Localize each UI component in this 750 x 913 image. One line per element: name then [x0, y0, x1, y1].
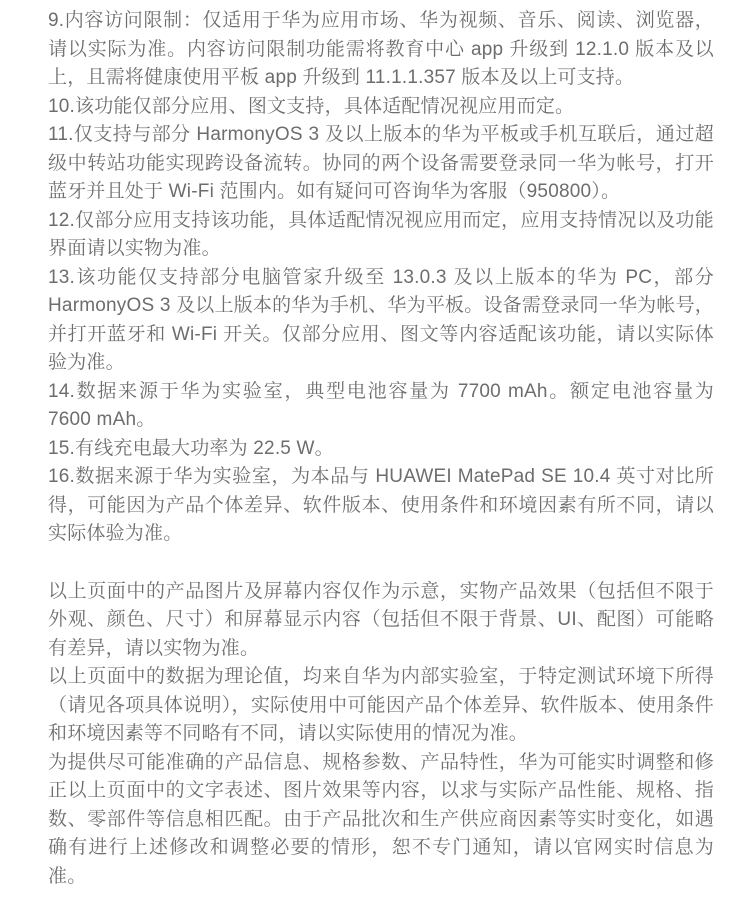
footnote-10: 10.该功能仅部分应用、图文支持，具体适配情况视应用而定。 [48, 95, 575, 117]
disclaimer-adjustments: 为提供尽可能准确的产品信息、规格参数、产品特性，华为可能实时调整和修正以上页面中的文字表述、图片效果等内容，以求与实际产品性能、规格、指数、零部件等信息相匹配。由于产品批次和生产供应商因素等实时变化，如遇确有进行上述修改和调整必要的情形，恕不专门通知，请以官网实时信息为准。 [48, 751, 714, 887]
footnote-14: 14.数据来源于华为实验室，典型电池容量为 7700 mAh。额定电池容量为 7600 mAh。 [48, 380, 714, 430]
footnote-12: 12.仅部分应用支持该功能，具体适配情况视应用而定，应用支持情况以及功能界面请以实物为准。 [48, 209, 714, 259]
footnote-11: 11.仅支持与部分 HarmonyOS 3 及以上版本的华为平板或手机互联后，通过超级中转站功能实现跨设备流转。协同的两个设备需要登录同一华为帐号，打开蓝牙并且处于 Wi-Fi 范围内。如有疑问可咨询华为客服（950800）。 [48, 124, 714, 202]
disclaimer-imagery: 以上页面中的产品图片及屏幕内容仅作为示意，实物产品效果（包括但不限于外观、颜色、尺寸）和屏幕显示内容（包括但不限于背景、UI、配图）可能略有差异，请以实物为准。 [48, 580, 714, 659]
footnote-15: 15.有线充电最大功率为 22.5 W。 [48, 437, 334, 459]
disclaimer-lab-data: 以上页面中的数据为理论值，均来自华为内部实验室，于特定测试环境下所得（请见各项具体说明），实际使用中可能因产品个体差异、软件版本、使用条件和环境因素等不同略有不同，请以实际使用的情况为准。 [48, 666, 714, 744]
footnote-13: 13.该功能仅支持部分电脑管家升级至 13.0.3 及以上版本的华为 PC，部分 HarmonyOS 3 及以上版本的华为手机、华为平板。设备需登录同一华为帐号，并打开蓝牙和 Wi-Fi 开关。仅部分应用、图文等内容适配该功能，请以实际体验为准。 [48, 266, 714, 373]
footnote-16: 16.数据来源于华为实验室，为本品与 HUAWEI MatePad SE 10.4 英寸对比所得，可能因为产品个体差异、软件版本、使用条件和环境因素有所不同，请以实际体验为准。 [48, 466, 714, 544]
legal-disclaimers [48, 578, 714, 892]
numbered-footnotes [48, 7, 714, 549]
footnote-9: 9.内容访问限制：仅适用于华为应用市场、华为视频、音乐、阅读、浏览器，请以实际为准。内容访问限制功能需将教育中心 app 升级到 12.1.0 版本及以上，且需将健康使用平板 app 升级到 11.1.1.357 版本及以上可支持。 [48, 10, 714, 88]
